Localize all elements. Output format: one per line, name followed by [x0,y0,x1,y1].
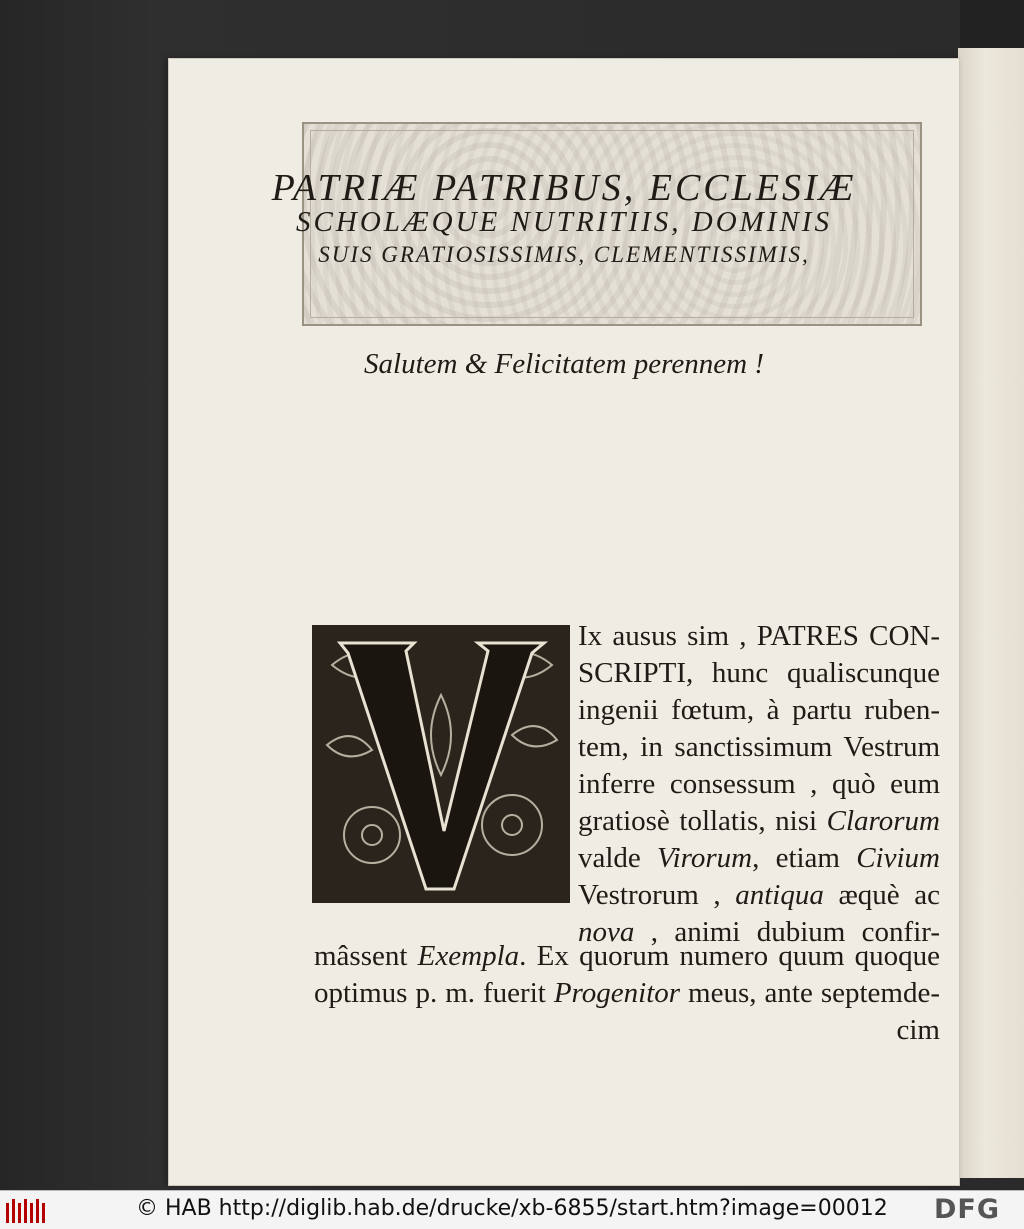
body-text-beside-initial [578,618,940,951]
hab-logo-icon [6,1199,48,1223]
footer-bar [0,1190,1024,1229]
book-page [168,58,960,1186]
text-line: Vestrorum , antiqua æquè ac [578,879,940,911]
text-line: mâssent Exempla. Ex quorum numero quum quoque [314,940,940,972]
text-line: optimus p. m. fuerit Progenitor meus, ante septemde- [314,977,940,1009]
copyright-url[interactable]: © HAB http://diglib.hab.de/drucke/xb-6855/start.htm?image=00012 [136,1196,888,1221]
text-line: Ix ausus sim , PATRES CON- [578,620,940,652]
dedication-line-2: SCHOLÆQUE NUTRITIIS, DOMINIS [296,206,832,238]
text-line: ingenii fœtum, à partu ruben- [578,694,940,726]
dfg-logo: DFG [934,1194,1001,1225]
dedication-line-1: PATRIÆ PATRIBUS, ECCLESIÆ [271,167,857,209]
catchword: cim [896,1014,940,1046]
text-line: inferre consessum , quò eum [578,768,940,800]
dedication-line-3: SUIS GRATIOSISSIMIS, CLEMENTISSIMIS, [318,242,810,267]
text-line: valde Virorum, etiam Civium [578,842,940,874]
adjacent-page-edge [958,48,1024,1178]
text-line: gratiosè tollatis, nisi Clarorum [578,805,940,837]
body-text-full-width [314,938,940,1049]
text-line: nova , animi dubium confir- [578,916,940,948]
salutation: Salutem & Felicitatem perennem ! [364,348,764,380]
decorated-initial-v [312,625,570,903]
text-line: tem, in sanctissimum Vestrum [578,731,940,763]
text-line: SCRIPTI, hunc qualiscunque [578,657,940,689]
